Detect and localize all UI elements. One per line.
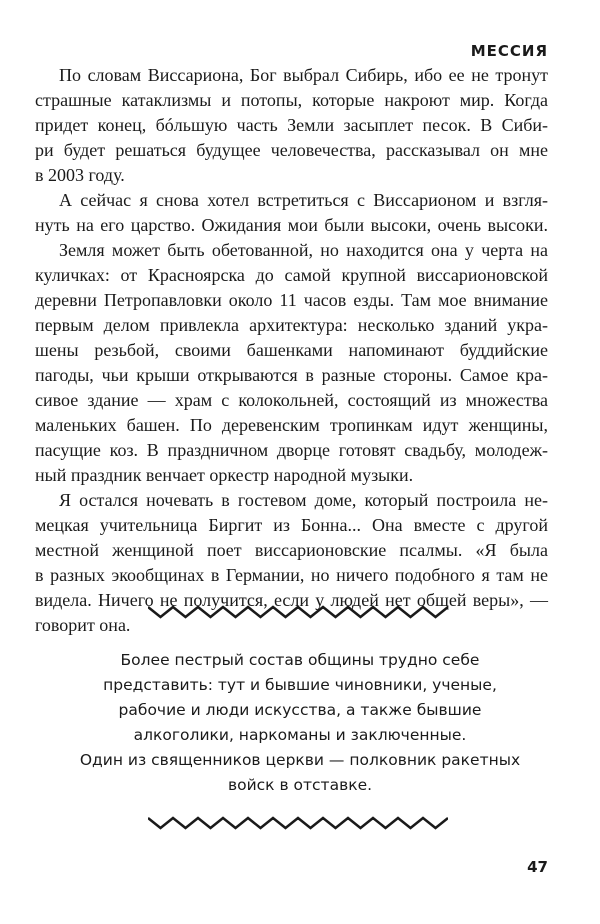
text-line: пагоды, чьи крыши открываются в разные стороны. Самое кра- bbox=[35, 365, 548, 385]
text-line: местной женщиной поет виссарионовские псалмы. «Я была bbox=[35, 540, 548, 560]
text-line: маленьких башен. По деревенским тропинкам идут женщины, bbox=[35, 415, 548, 435]
pull-quote-line: представить: тут и бывшие чиновники, ученые, bbox=[103, 676, 497, 694]
text-line: деревни Петропавловки около 11 часов езды. Там мое внимание bbox=[35, 290, 548, 310]
text-line: пасущие коз. В праздничном дворце готовят свадьбу, молодеж- bbox=[35, 440, 548, 460]
text-line: видела. Ничего не получится, если у людей нет общей веры», — bbox=[35, 590, 548, 610]
zigzag-divider-top bbox=[148, 605, 448, 619]
text-line: По словам Виссариона, Бог выбрал Сибирь, ибо ее не тронут bbox=[59, 65, 548, 85]
text-line: ри будет решаться будущее человечества, рассказывал он мне bbox=[35, 140, 548, 160]
body-text bbox=[35, 63, 548, 638]
page-number: 47 bbox=[527, 858, 548, 876]
pull-quote-line: Один из священников церкви — полковник ракетных bbox=[79, 751, 521, 769]
text-line: мецкая учительница Биргит из Бонна... Она вместе с другой bbox=[35, 515, 548, 535]
text-line: Земля может быть обетованной, но находится она у черта на bbox=[59, 240, 548, 260]
pull-quote-line: Более пестрый состав общины трудно себе bbox=[120, 651, 480, 669]
text-line: А сейчас я снова хотел встретиться с Виссарионом и взгля- bbox=[59, 190, 548, 210]
text-line: Я остался ночевать в гостевом доме, который построила не- bbox=[59, 490, 548, 510]
running-header: МЕССИЯ bbox=[470, 42, 548, 60]
text-line: куличках: от Красноярска до самой крупной виссарионовской bbox=[35, 265, 548, 285]
text-line: придет конец, бóльшую часть Земли засыплет песок. В Сиби- bbox=[35, 115, 548, 135]
zigzag-divider-bottom bbox=[148, 816, 448, 830]
text-line: страшные катаклизмы и потопы, которые накроют мир. Когда bbox=[35, 90, 548, 110]
text-line: в разных экообщинах в Германии, но ничего подобного я там не bbox=[35, 565, 548, 585]
text-line: сивое здание — храм с колокольней, состоящий из множества bbox=[35, 390, 548, 410]
text-line: нуть на его царство. Ожидания мои были высоки, очень высоки. bbox=[35, 215, 548, 235]
pull-quote-line: алкоголики, наркоманы и заключенные. bbox=[133, 726, 467, 744]
text-line: ный праздник венчает оркестр народной музыки. bbox=[35, 465, 414, 485]
text-line: в 2003 году. bbox=[35, 165, 125, 185]
text-line: первым делом привлекла архитектура: несколько зданий укра- bbox=[35, 315, 548, 335]
pull-quote-line: войск в отставке. bbox=[227, 776, 373, 794]
text-line: говорит она. bbox=[35, 615, 131, 635]
pull-quote-line: рабочие и люди искусства, а также бывшие bbox=[118, 701, 482, 719]
text-line: шены резьбой, своими башенками напоминают буддийские bbox=[35, 340, 548, 360]
pull-quote bbox=[40, 648, 560, 798]
